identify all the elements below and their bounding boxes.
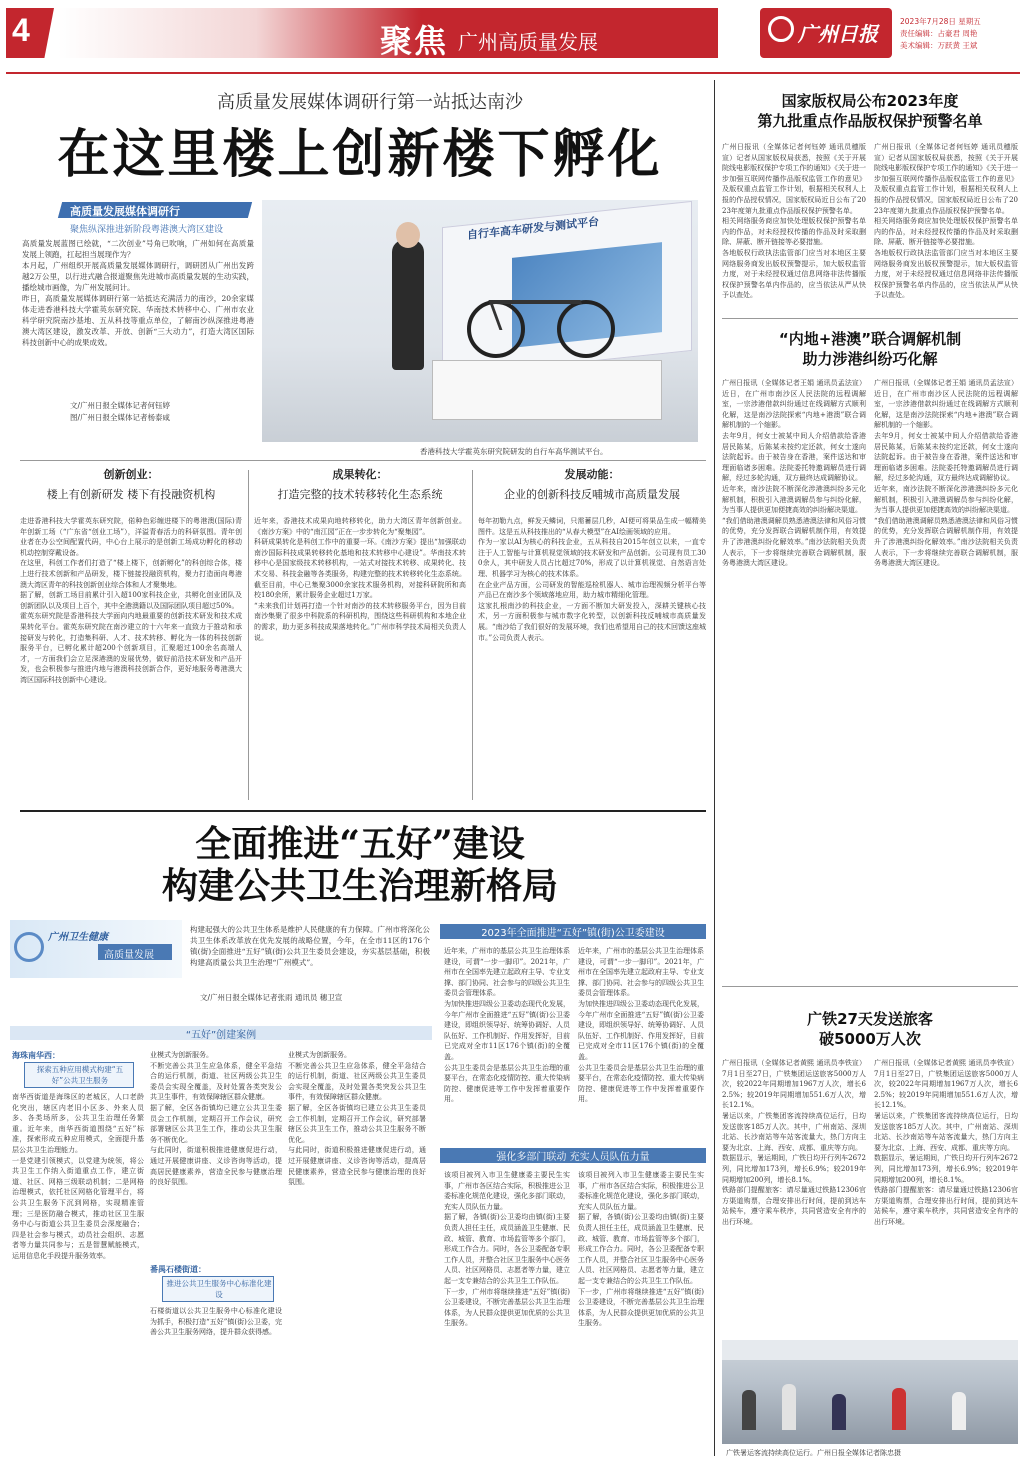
health-bar-linkage-text: 强化多部门联动 充实人员队伍力量 (496, 1152, 650, 1163)
sidebar-divider (714, 80, 715, 1456)
health-tag-1: 广州卫生健康 (48, 932, 108, 943)
health-bar-cases-text: “五好”创建案例 (185, 1030, 257, 1041)
lead-byline-photo: 图/广州日报全媒体记者杨泰咸 (70, 413, 171, 422)
lead-col-3-label: 发展动能： (564, 468, 620, 481)
health-right-text-2a: 该项目被列入市卫生健康委主要民生实事，广州市各区结合实际，积极推进公卫委标准化规范化建设，强化多部门联动，充实人员队伍力量。 据了解，各镇(街)公卫委均由镇(街)主要负责人担任主任，成员涵盖卫生健康、民政、城管、教育、市场监管等多个部门，形成工作合力。同时，各公卫委配备专职工作人员，并整合社区卫生服务中心医务人员、社区网格员、志愿者等力量，建立起一支专兼结合的公共卫生工作队伍。 下一步，广州市将继续推进“五好”镇(街)公卫委建设，不断完善基层公共卫生治理体系，为人民群众提供更加优质的公共卫生服务。 (444, 1171, 570, 1328)
health-right-text-1b: 近年来，广州市的基层公共卫生治理体系建设，可谓“一步一脚印”。2021年，广州市在全国率先建立起政府主导、专业支撑、部门协同、社会参与的四级公共卫生委员会管理体系。 为加快推进四级公卫委动态现代化发展，今年广州市全面推进“五好”镇(街)公卫委建设，即组织领导好、统筹协调好、人员队伍好、工作机制好、作用发挥好，目前已完成对全市11区176个镇(街)的全覆盖。 公共卫生委员会是基层公共卫生治理的重要平台，在常态化疫情防控、重大传染病防控、健康促进等工作中发挥着重要作用。 (578, 947, 704, 1104)
side-art-2-text-a: 广州日报讯（全媒体记者王娟 通讯员孟法宣）近日，在广州市南沙区人民法院的远程调解室，一宗涉港借款纠纷通过在线调解方式顺利化解，这是南沙法院探索“内地+港澳”联合调解机制的一个缩影。 去年9月，何女士被某中间人介绍借款给香港居民陈某，后陈某未按约定还款，何女士遂向法院起诉。由于被告身在香港，案件送达和审理面临诸多困难。法院委托特邀调解员进行调解，经过多轮沟通，双方最终达成调解协议。 近年来，南沙法院不断深化涉港澳纠纷多元化解机制，积极引入港澳调解员参与纠纷化解，为当事人提供更加便捷高效的纠纷解决渠道。 “我们借助港澳调解员熟悉港澳法律和风俗习惯的优势，充分发挥联合调解机制作用，有效提升了涉港澳纠纷化解效率。”南沙法院相关负责人表示，下一步将继续完善联合调解机制，服务粤港澳大湾区建设。 (722, 379, 866, 568)
lead-col-2 (254, 466, 466, 786)
health-bar-linkage (440, 1148, 706, 1163)
side-art-1-text-a: 广州日报讯（全媒体记者何钰婷 通讯员穗版宣）记者从国家版权局获悉，按照《关于开展院线电影版权保护专项工作的通知》《关于进一步加强互联网传播作品版权监管工作的意见》及版权重点监管工作计划，根据相关权利人上报的作品授权情况，国家版权局近日公布了2023年度第九批重点作品版权保护预警名单。 相关网络服务商应加快处理版权保护预警名单内的作品，对未经授权传播的作品及时采取删除、屏蔽、断开链接等必要措施。 各地版权行政执法监管部门应当对本地区主要网络服务商发出版权预警提示，加大版权监管力度，对于未经授权通过信息网络非法传播版权保护预警名单内作品的，应当依法从严从快予以查处。 (722, 143, 866, 300)
case-1-place: 海珠南华西： (12, 1051, 60, 1060)
health-headline-1: 全面推进“五好”建设 (195, 823, 525, 865)
page-header (0, 0, 1024, 74)
health-headline-2: 构建公共卫生治理新格局 (161, 865, 558, 907)
health-mid-text: 业模式为创新服务。 不断完善公共卫生应急体系，健全平急结合的运行机制，街道、社区两级公共卫生委员会实现全覆盖，及时处置各类突发公共卫生事件，有效保障辖区群众健康。 据了解，全区各街镇均已建立公共卫生委员会工作机制，定期召开工作会议，研究部署辖区公共卫生工作，推动公共卫生服务不断优化。 与此同时，街道积极推进健康促进行动，通过开展健康讲座、义诊咨询等活动，提高居民健康素养，营造全民参与健康治理的良好氛围。 (150, 1051, 282, 1187)
case-1-title: 探索五种应用模式构建“五好”公共卫生服务 (36, 1065, 124, 1085)
photo-bike-frame (489, 300, 592, 330)
lead-photo-caption: 香港科技大学霍英东研究院研发的自行车高华测试平台。 (420, 447, 608, 456)
proof-line: 美术编辑：万跃黄 王斌 (900, 41, 978, 50)
side-art-3-photo-caption: 广铁暑运客流持续高位运行。广州日报全媒体记者陈忠摄 (726, 1449, 901, 1457)
health-tag-2: 高质量发展 (104, 950, 154, 961)
lead-kicker: 高质量发展媒体调研行第一站抵达南沙 (217, 92, 523, 113)
side-art-3-title-1: 广铁27天发送旅客 (807, 1010, 933, 1028)
side-art-2-title-2: 助力涉港纠纷巧化解 (802, 350, 938, 368)
lead-cols-rule (20, 460, 706, 461)
lead-headline: 在这里楼上创新楼下孵化 (57, 125, 663, 185)
section-title: 聚焦 (380, 22, 449, 60)
photo-crowd-2 (782, 1384, 796, 1430)
photo-crowd-1 (742, 1390, 756, 1430)
health-bar-cases (10, 1026, 432, 1040)
side-art-2-text-b: 广州日报讯（全媒体记者王娟 通讯员孟法宣）近日，在广州市南沙区人民法院的远程调解室，一宗涉港借款纠纷通过在线调解方式顺利化解，这是南沙法院探索“内地+港澳”联合调解机制的一个缩影。 去年9月，何女士被某中间人介绍借款给香港居民陈某，后陈某未按约定还款，何女士遂向法院起诉。由于被告身在香港，案件送达和审理面临诸多困难。法院委托特邀调解员进行调解，经过多轮沟通，双方最终达成调解协议。 近年来，南沙法院不断深化涉港澳纠纷多元化解机制，积极引入港澳调解员参与纠纷化解，为当事人提供更加便捷高效的纠纷解决渠道。 “我们借助港澳调解员熟悉港澳法律和风俗习惯的优势，充分发挥联合调解机制作用，有效提升了涉港澳纠纷化解效率。”南沙法院相关负责人表示，下一步将继续完善联合调解机制，服务粤港澳大湾区建设。 (874, 379, 1018, 568)
side-art-2-title-1: “内地+港澳”联合调解机制 (778, 330, 962, 348)
paper-name: 广州日报 (798, 22, 878, 46)
editor-line: 责任编辑：占豪君 周艳 (900, 29, 978, 38)
side-art-3-photo (722, 1340, 1018, 1444)
health-bar-2023-text: 2023年全面推进“五好”镇(街)公卫委建设 (481, 928, 665, 939)
photo-crowd-4 (892, 1388, 906, 1430)
page-number: 4 (12, 12, 30, 48)
photo-person-head (396, 222, 420, 248)
photo-crowd-5 (952, 1392, 966, 1430)
photo-platform (432, 360, 662, 420)
lead-col-2-label: 成果转化： (332, 468, 388, 481)
lead-photo (262, 200, 698, 442)
side-art-1-title-2: 第九批重点作品版权保护预警名单 (757, 112, 983, 130)
header-rule (6, 72, 1020, 74)
side-art-1-text-b: 广州日报讯（全媒体记者何钰婷 通讯员穗版宣）记者从国家版权局获悉，按照《关于开展院线电影版权保护专项工作的通知》《关于进一步加强互联网传播作品版权监管工作的意见》及版权重点监管工作计划，根据相关权利人上报的作品授权情况，国家版权局近日公布了2023年度第九批重点作品版权保护预警名单。 相关网络服务商应加快处理版权保护预警名单内的作品，对未经授权传播的作品及时采取删除、屏蔽、断开链接等必要措施。 各地版权行政执法监管部门应当对本地区主要网络服务商发出版权预警提示，加大版权监管力度，对于未经授权通过信息网络非法传播版权保护预警名单内作品的，应当依法从严从快予以查处。 (874, 143, 1018, 300)
side-art-3-text-a: 广州日报讯（全媒体记者黄熙 通讯员李铁宣）7月1日至27日，广铁集团运送旅客5000万人次，较2022年同期增加1967万人次，增长62.5%；较2019年同期增加551.6万人次，增长12.1%。 暑运以来，广铁集团客流持续高位运行，日均发送旅客185万人次。其中，广州南站、深圳北站、长沙南站等车站客流量大，热门方向主要为北京、上海、西安、成都、重庆等方向。 数据显示，暑运期间，广铁日均开行列车2672列，同比增加173列，增长6.9%；较2019年同期增加200列，增长8.1%。 铁路部门提醒旅客：请尽量通过铁路12306官方渠道购票，合理安排出行时间，提前到达车站候车，遵守乘车秩序，共同营造安全有序的出行环境。 (722, 1059, 866, 1226)
paper-logo-icon (768, 16, 794, 42)
lead-col-2-title: 打造完整的技术转移转化生态系统 (277, 488, 443, 501)
lead-col-1 (20, 466, 242, 766)
lead-intro: 高质量发展蓝图已绘就，“二次创业”号角已吹响，广州如何在高质量发展上领跑，扛起担当展现作为？ 本月起，广州组织开展高质量发展媒体调研行，调研团从广州出发跨越2万公里，以行进式融合报道聚焦先进城市高质量发展的生动实践，播绘城市画像，为广州发展问计。 昨日，高质量发展媒体调研行第一站抵达充满活力的南沙，20余家媒体走进香港科技大学霍英东研究院、华南技术转移中心、广州市农业科学研究院南沙基地、五从科技等重点单位，了解南沙纵深推进粤港澳大湾区建设，激发改革、开放、创新“三大动力”，打造大湾区国际科技创新中心的成果成效。 (22, 239, 254, 347)
case-1-text: 南华西街道是海珠区的老城区，人口老龄化突出，辖区内老旧小区多、外来人员多、各类场所多，公共卫生治理任务繁重。近年来，南华西街道围绕“五好”标准，探索形成五种应用模式，全面提升基层公共卫生治理能力。 一是党建引领模式，以党建为统领，将公共卫生工作纳入街道重点工作，建立街道、社区、网格三级联动机制；二是网格治理模式，依托社区网格化管理平台，将公共卫生服务下沉到网格，实现精准管理；三是医防融合模式，推动社区卫生服务中心与街道公共卫生委员会深度融合；四是社会参与模式，动员社会组织、志愿者等力量共同参与；五是智慧赋能模式，运用信息化手段提升服务效率。 (12, 1093, 144, 1260)
lead-col-3-text: 每年初勒九点，鲜发天鳞词，只需蓄层几秒，AI便可将果品生成一幅精美图件。这是五从科技推出的“从春大模型”在AI绘画领域的应用。 作为一家以AI为核心的科技企业，五从科技自2015年创立以来，一直专注于人工智能与计算机视觉领域的技术研发和产品创新。公司现有员工300余人，其中研发人员占比超过70%，形成了以计算机视觉、自然语言处理、机器学习为核心的技术体系。 在企业产品方面，公司研发的智能巡检机器人、城市治理视频分析平台等产品已在南沙多个领域落地应用，助力城市精细化管理。 这家扎根南沙的科技企业，一方面不断加大研发投入，深耕关键核心技术，另一方面积极参与城市数字化转型，以创新科技反哺城市高质量发展。“南沙给了我们很好的发展环境，我们也希望用自己的技术回馈这座城市。”公司负责人表示。 (478, 517, 706, 642)
lead-col-1-label: 创新创业： (103, 468, 159, 481)
section-subtitle: 广州高质量发展 (458, 30, 598, 54)
lead-col-1-text: 走进香港科技大学霍英东研究院，偌种色彩缠进楼下的粤港澳(国际)青年创新工场（“广东省“创业工场”），洋溢青春活力的科研氛围。青年创业者在办公空间配置代码，中心台上展示的是创新工场成功孵化的移动机动控制穿戴设备。 在这里，科创工作者们打造了“楼上楼下，创新孵化”的科创综合体，楼上进行技术创新和产品研发，楼下链接投融资机构，聚力打造面向粤港澳大湾区青年的科技创新创业综合体和人才聚集地。 据了解，创新工场目前累计引入超100家科技企业，共孵化创业团队及创新团队以及项目上百个，其中全港澳籍以及国际团队项目超过50%。 霍英东研究院是香港科技大学面向内地最重要的创新技术研发和技术成果转化平台。霍英东研究院在南沙建立的十六年来一直致力于推动和承接研发与转化，打造集科研、人才、技术转移、孵化为一体的科技创新服务平台，已孵化累计超200个创新项目，汇聚超过100余名高端人才，一方面我们会立足深港澳的发展优势，做好前沿技术研发和产品开发，也会积极参与推进内地与港澳科技创新合作，更好地服务粤港澳大湾区国际科技创新中心建设。 (20, 517, 242, 684)
health-col-3-text: 业模式为创新服务。 不断完善公共卫生应急体系，健全平急结合的运行机制，街道、社区两级公共卫生委员会实现全覆盖，及时处置各类突发公共卫生事件，有效保障辖区群众健康。 据了解，全区各街镇均已建立公共卫生委员会工作机制，定期召开工作会议，研究部署辖区公共卫生工作，推动公共卫生服务不断优化。 与此同时，街道积极推进健康促进行动，通过开展健康讲座、义诊咨询等活动，提高居民健康素养，营造全民参与健康治理的良好氛围。 (288, 1051, 426, 1187)
lead-col-3 (478, 466, 706, 846)
date-line: 2023年7月28日 星期五 (900, 17, 981, 26)
lead-col-3-title: 企业的创新科技反哺城市高质量发展 (504, 488, 680, 501)
side-rule-2 (722, 986, 1018, 987)
photo-crowd-3 (832, 1394, 846, 1430)
side-art-3-text-b: 广州日报讯（全媒体记者黄熙 通讯员李铁宣）7月1日至27日，广铁集团运送旅客5000万人次，较2022年同期增加1967万人次，增长62.5%；较2019年同期增加551.6万人次，增长12.1%。 暑运以来，广铁集团客流持续高位运行，日均发送旅客185万人次。其中，广州南站、深圳北站、长沙南站等车站客流量大，热门方向主要为北京、上海、西安、成都、重庆等方向。 数据显示，暑运期间，广铁日均开行列车2672列，同比增加173列，增长6.9%；较2019年同期增加200列，增长8.1%。 铁路部门提醒旅客：请尽量通过铁路12306官方渠道购票，合理安排出行时间，提前到达车站候车，遵守乘车秩序，共同营造安全有序的出行环境。 (874, 1059, 1018, 1226)
health-bar-2023 (440, 924, 706, 939)
photo-sign: 自行车高车研发与测试平台 (467, 215, 599, 242)
lead-col-1-title: 楼上有创新研发 楼下有投融资机构 (46, 488, 216, 501)
side-rule-1 (722, 318, 1018, 319)
lead-col-2-text: 近年来，香港技术成果向地转移转化，助力大湾区青年创新创业。《南沙方案》中的“南江园”正在一步步转化为“聚集园”。 科研成果转化是科创工作中的重要一环。《南沙方案》提出“加强联动南沙国际科技成果转移转化基地和技术转移中心建设”。华南技术转移中心是国家级技术转移机构，一站式对接技术转移、成果转化、技术交易、科技金融等各类服务，构建完整的技术转移转化生态系统。截至目前，中心已集聚3000余家技术服务机构，对接科研院所和高校180余所，累计服务企业超过1万家。 “未来我们计划再打造一个针对南沙的技术转移服务平台，因为目前南沙集聚了很多中科院系的科研机构，围绕这些科研机构和本地企业的需求，助力更多科技成果落地转化。”广州市科学技术局相关负责人说。 (254, 517, 466, 642)
lead-tag-secondary: 聚焦纵深推进新阶段粤港澳大湾区建设 (70, 225, 224, 235)
case-2-place: 番禺石楼街道： (150, 1265, 206, 1274)
health-right-text-2b: 该项目被列入市卫生健康委主要民生实事，广州市各区结合实际，积极推进公卫委标准化规范化建设，强化多部门联动，充实人员队伍力量。 据了解，各镇(街)公卫委均由镇(街)主要负责人担任主任，成员涵盖卫生健康、民政、城管、教育、市场监管等多个部门，形成工作合力。同时，各公卫委配备专职工作人员，并整合社区卫生服务中心医务人员、社区网格员、志愿者等力量，建立起一支专兼结合的公共卫生工作队伍。 下一步，广州市将继续推进“五好”镇(街)公卫委建设，不断完善基层公共卫生治理体系，为人民群众提供更加优质的公共卫生服务。 (578, 1171, 704, 1328)
lead-byline-writer: 文/广州日报全媒体记者何钰婷 (70, 401, 171, 410)
photo-ceiling (722, 1340, 1018, 1360)
side-art-1-title-1: 国家版权局公布2023年度 (781, 92, 959, 110)
lead-col-divider-1 (248, 470, 249, 800)
case-2-title: 推进公共卫生服务中心标准化建设 (166, 1279, 272, 1299)
health-intro: 构建起强大的公共卫生体系是维护人民健康的有力保障。广州市将深化公共卫生体系改革放在优先发展的战略位置，今年，在全市11区的176个镇(街)全面推进“五好”镇(街)公共卫生委员会建设，夯实基层基础，积极构建高质量公共卫生治理“广州模式”。 (190, 925, 430, 967)
health-tag-icon (14, 932, 44, 962)
side-art-3-title-2: 破5000万人次 (819, 1030, 921, 1048)
lead-col-divider-2 (472, 470, 473, 800)
lead-tag-primary-text: 高质量发展媒体调研行 (70, 205, 180, 218)
lead-bottom-rule (20, 810, 706, 812)
photo-person (392, 240, 424, 370)
case-2-text: 石楼街道以公共卫生服务中心标准化建设为抓手，积极打造“五好”镇(街)公卫委，完善公共卫生服务网络，提升群众获得感。 (150, 1307, 282, 1337)
health-right-text-1a: 近年来，广州市的基层公共卫生治理体系建设，可谓“一步一脚印”。2021年，广州市在全国率先建立起政府主导、专业支撑、部门协同、社会参与的四级公共卫生委员会管理体系。 为加快推进四级公卫委动态现代化发展，今年广州市全面推进“五好”镇(街)公卫委建设，即组织领导好、统筹协调好、人员队伍好、工作机制好、作用发挥好，目前已完成对全市11区176个镇(街)的全覆盖。 公共卫生委员会是基层公共卫生治理的重要平台，在常态化疫情防控、重大传染病防控、健康促进等工作中发挥着重要作用。 (444, 947, 570, 1104)
health-byline: 文/广州日报全媒体记者张雨 通讯员 穗卫宣 (200, 993, 343, 1002)
